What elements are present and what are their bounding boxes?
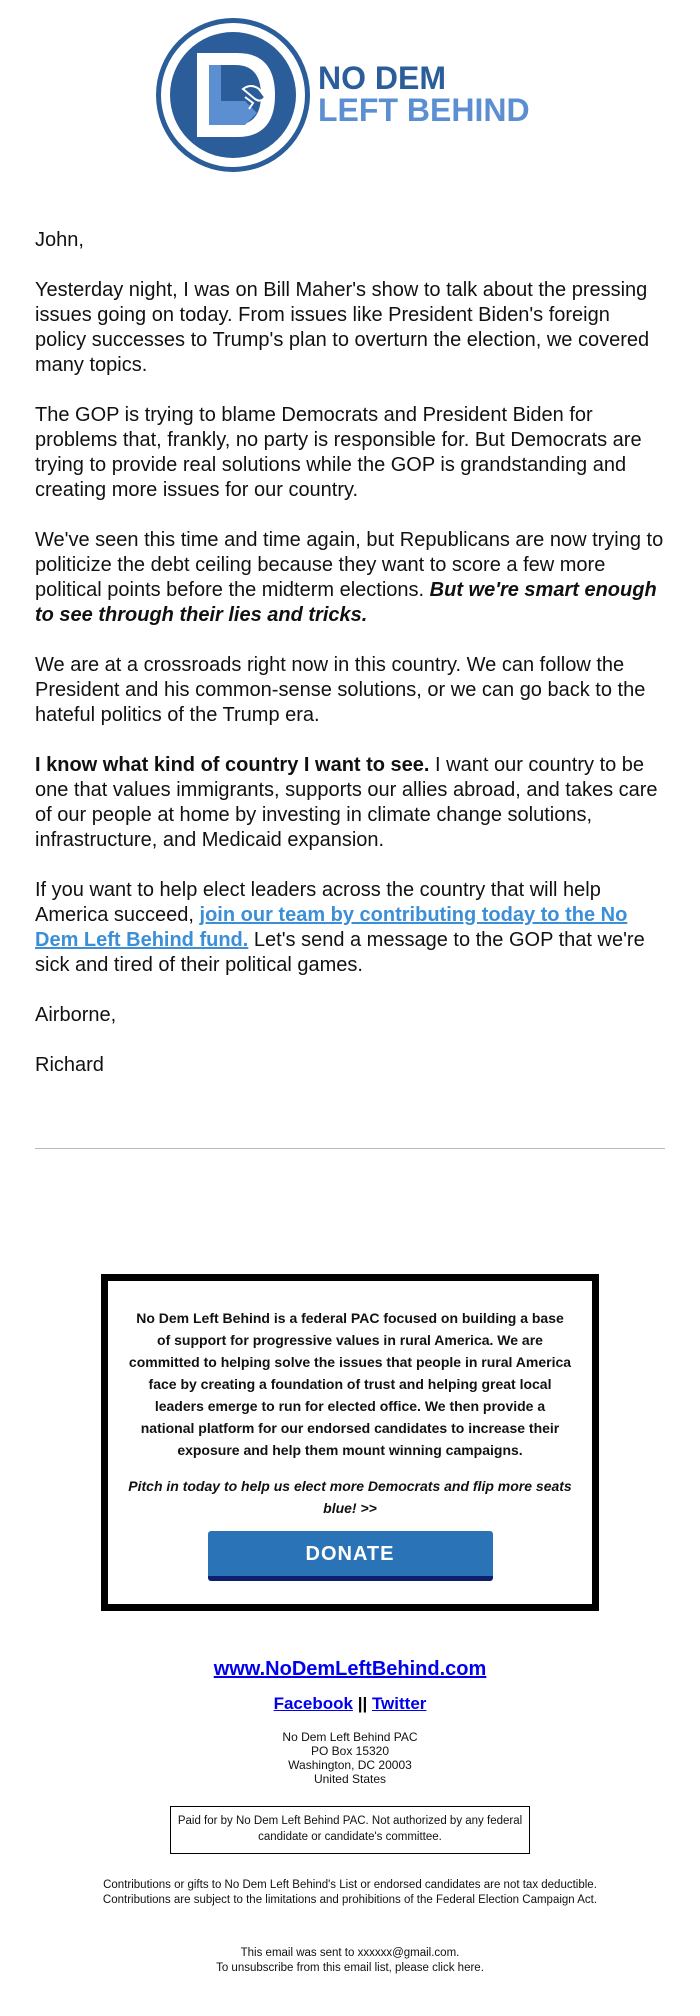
paragraph-3	[35, 528, 665, 628]
social-separator: ||	[357, 1694, 368, 1713]
address-name: No Dem Left Behind PAC	[282, 1730, 418, 1744]
pac-info-box	[101, 1274, 599, 1611]
header-logo	[0, 14, 700, 184]
logo-line-2: LEFT BEHIND	[318, 92, 530, 128]
address-po-box: PO Box 15320	[310, 1744, 390, 1758]
social-links	[0, 1694, 700, 1714]
paragraph-4: We are at a crossroads right now in this country. We can follow the President and his common-sense solutions, or we can go back to the hateful politics of the Trump era.	[35, 654, 646, 726]
logo-wordmark	[318, 62, 530, 126]
unsubscribe-notice	[0, 1946, 700, 1976]
paragraph-5	[35, 753, 665, 853]
paragraph-1: Yesterday night, I was on Bill Maher's show to talk about the pressing issues going on today. From issues like President Biden's foreign policy successes to Trump's plan to overturn the election, we covered many topics.	[35, 279, 650, 376]
sent-to-text: This email was sent to xxxxxx@gmail.com.	[240, 1947, 460, 1959]
paragraph-3-emphasis: But we're smart enough to see through their lies and tricks.	[35, 579, 657, 626]
paragraph-6	[35, 878, 665, 978]
address-country: United States	[313, 1772, 387, 1786]
paragraph-6-after: Let's send a message to the GOP that we're sick and tired of their political games.	[35, 929, 645, 976]
paragraph-6-before: If you want to help elect leaders across the country that will help America succeed,	[35, 879, 601, 926]
legal-notice	[0, 1878, 700, 1908]
paragraph-3-text: We've seen this time and time again, but Republicans are now trying to politicize the debt ceiling because they want to score a few more political points before the midterm elections.	[35, 529, 664, 601]
address-city: Washington, DC 20003	[288, 1758, 412, 1772]
paid-for-disclaimer: Paid for by No Dem Left Behind PAC. Not authorized by any federal candidate or candidate's committee.	[170, 1806, 530, 1854]
pac-description: No Dem Left Behind is a federal PAC focused on building a base of support for progressive values in rural America. We are committed to helping solve the issues that people in rural America face by creating a foundation of trust and helping great local leaders emerge to run for elected office. We then provide a national platform for our endorsed candidates to increase their exposure and help them mount winning campaigns.	[128, 1310, 572, 1458]
twitter-link[interactable]: Twitter	[371, 1694, 427, 1713]
paragraph-5-bold: I know what kind of country I want to see.	[35, 754, 430, 776]
paragraph-2: The GOP is trying to blame Democrats and President Biden for problems that, frankly, no party is responsible for. But Democrats are trying to provide real solutions while the GOP is grandstanding and creating more issues for our country.	[35, 404, 642, 501]
contribute-link[interactable]: join our team by contributing today to the No Dem Left Behind fund.	[35, 904, 628, 951]
letter-body	[35, 228, 665, 1103]
mailing-address	[0, 1730, 700, 1786]
footer-website	[0, 1658, 700, 1681]
greeting: John,	[35, 229, 84, 251]
unsubscribe-link[interactable]: To unsubscribe from this email list, please click here.	[216, 1962, 484, 1974]
pac-pitch: Pitch in today to help us elect more Democrats and flip more seats blue! >>	[128, 1478, 572, 1516]
website-link[interactable]: www.NoDemLeftBehind.com	[213, 1658, 487, 1680]
signature: Richard	[35, 1054, 104, 1076]
logo-emblem-icon	[156, 18, 310, 172]
signoff: Airborne,	[35, 1004, 117, 1026]
legal-line-2: Contributions are subject to the limitations and prohibitions of the Federal Election Campaign Act.	[102, 1894, 598, 1906]
paragraph-5-text: I want our country to be one that values immigrants, supports our allies abroad, and takes care of our people at home by investing in climate change solutions, infrastructure, and Medicaid expansion.	[35, 754, 658, 851]
legal-line-1: Contributions or gifts to No Dem Left Behind's List or endorsed candidates are not tax deductible.	[103, 1879, 597, 1891]
donate-button[interactable]: DONATE	[208, 1531, 493, 1581]
section-divider	[35, 1148, 665, 1149]
facebook-link[interactable]: Facebook	[273, 1694, 353, 1713]
logo-line-1: NO DEM	[318, 60, 446, 96]
